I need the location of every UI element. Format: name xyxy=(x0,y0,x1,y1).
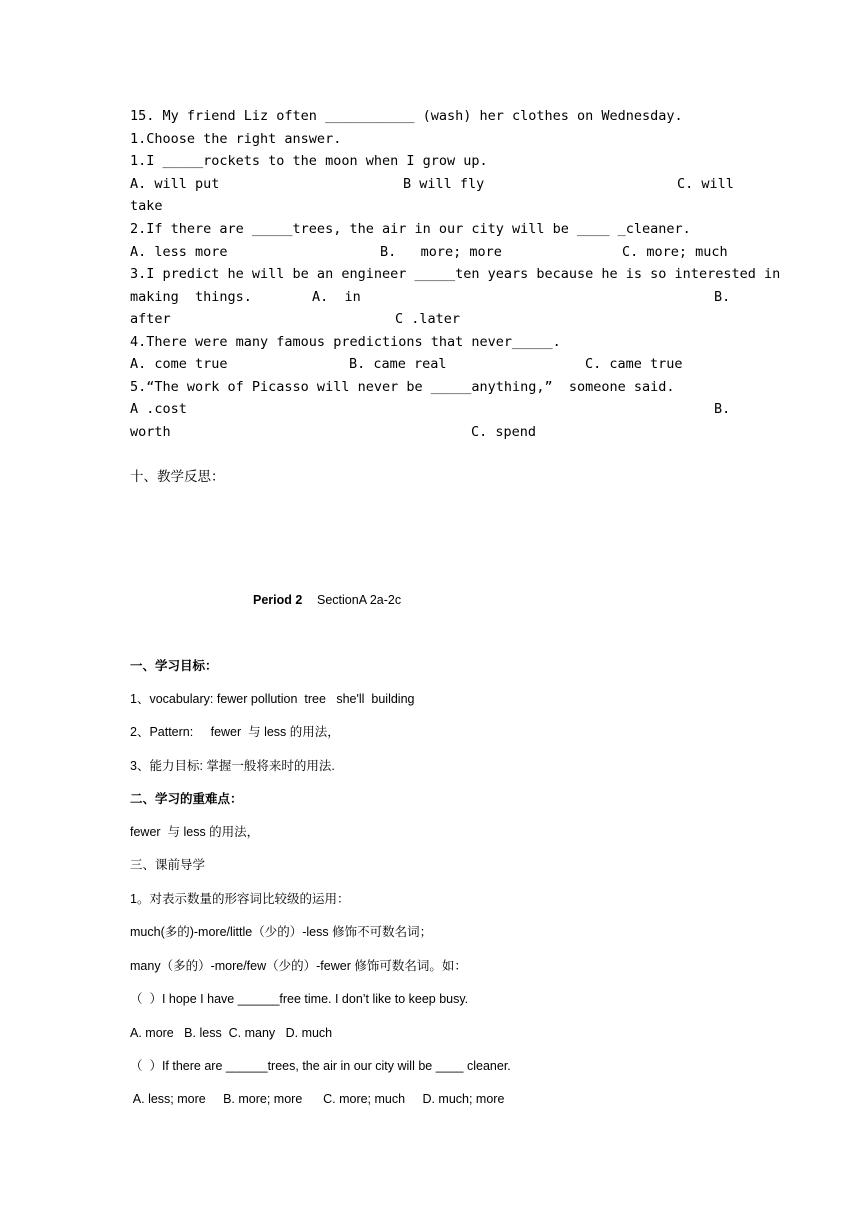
question-3-option-b: B. xyxy=(714,289,731,305)
question-1-option-c: C. will xyxy=(677,176,734,192)
practice-question-1: （ ）I hope I have ______free time. I don’t like to keep busy. xyxy=(130,992,469,1006)
question-2-option-c: C. more; much xyxy=(622,244,728,260)
period-section: SectionA 2a-2c xyxy=(317,593,402,607)
question-2-stem: 2.If there are _____trees, the air in our city will be ____ _cleaner. xyxy=(130,221,691,237)
question-5-option-c: C. spend xyxy=(471,424,537,440)
question-2-option-a: A. less more xyxy=(130,244,228,260)
practice-question-2-options: A. less; more B. more; more C. more; much D. much; more xyxy=(130,1092,505,1106)
question-5-stem: 5.“The work of Picasso will never be _____anything,” someone said. xyxy=(130,379,675,395)
preview-rule-uncountable: much(多的)-more/little（少的）-less 修饰不可数名词； xyxy=(130,925,433,939)
goal-pattern: 2、Pattern: fewer 与 less 的用法， xyxy=(130,725,340,739)
question-4-option-b: B. came real xyxy=(349,356,447,372)
question-1-option-a: A. will put xyxy=(130,176,220,192)
period-label: Period 2 xyxy=(253,593,303,607)
exercise-15: 15. My friend Liz often ___________ (wash) her clothes on Wednesday. xyxy=(130,108,683,124)
preview-rule-countable: many（多的）-more/few（少的）-fewer 修饰可数名词。如： xyxy=(130,959,467,973)
section-choose-title: 1.Choose the right answer. xyxy=(130,131,342,147)
question-3-option-a: A. in xyxy=(312,289,361,305)
question-5-option-a: A .cost xyxy=(130,401,187,417)
question-5-option-b: B. xyxy=(714,401,731,417)
practice-question-2: （ ）If there are ______trees, the air in our city will be ____ cleaner. xyxy=(130,1059,511,1073)
key-points-heading: 二、学习的重难点： xyxy=(130,792,243,806)
teaching-reflection-heading: 十、教学反思： xyxy=(130,469,225,485)
key-points-text: fewer 与 less 的用法， xyxy=(130,825,260,839)
question-4-option-c: C. came true xyxy=(585,356,683,372)
goal-ability: 3、能力目标: 掌握一般将来时的用法. xyxy=(130,759,335,773)
question-3-stem: 3.I predict he will be an engineer _____ten years because he is so interested in xyxy=(130,266,781,282)
question-3-option-c: C .later xyxy=(395,311,461,327)
question-4-option-a: A. come true xyxy=(130,356,228,372)
goal-vocabulary: 1、vocabulary: fewer pollution tree she'll building xyxy=(130,692,415,706)
question-5-option-b-continued: worth xyxy=(130,424,171,440)
practice-question-1-options: A. more B. less C. many D. much xyxy=(130,1026,333,1040)
question-2-option-b: B. more; more xyxy=(380,244,502,260)
question-1-stem: 1.I _____rockets to the moon when I grow up. xyxy=(130,153,488,169)
question-1-option-b: B will fly xyxy=(403,176,485,192)
preview-heading: 三、课前导学 xyxy=(130,858,206,872)
preview-item-1: 1。对表示数量的形容词比较级的运用： xyxy=(130,892,350,906)
question-3-line2-text: making things. xyxy=(130,289,252,305)
question-4-stem: 4.There were many famous predictions that never_____. xyxy=(130,334,561,350)
question-3-option-b-continued: after xyxy=(130,311,171,327)
learning-goals-heading: 一、学习目标： xyxy=(130,659,218,673)
question-1-option-c-continued: take xyxy=(130,198,163,214)
